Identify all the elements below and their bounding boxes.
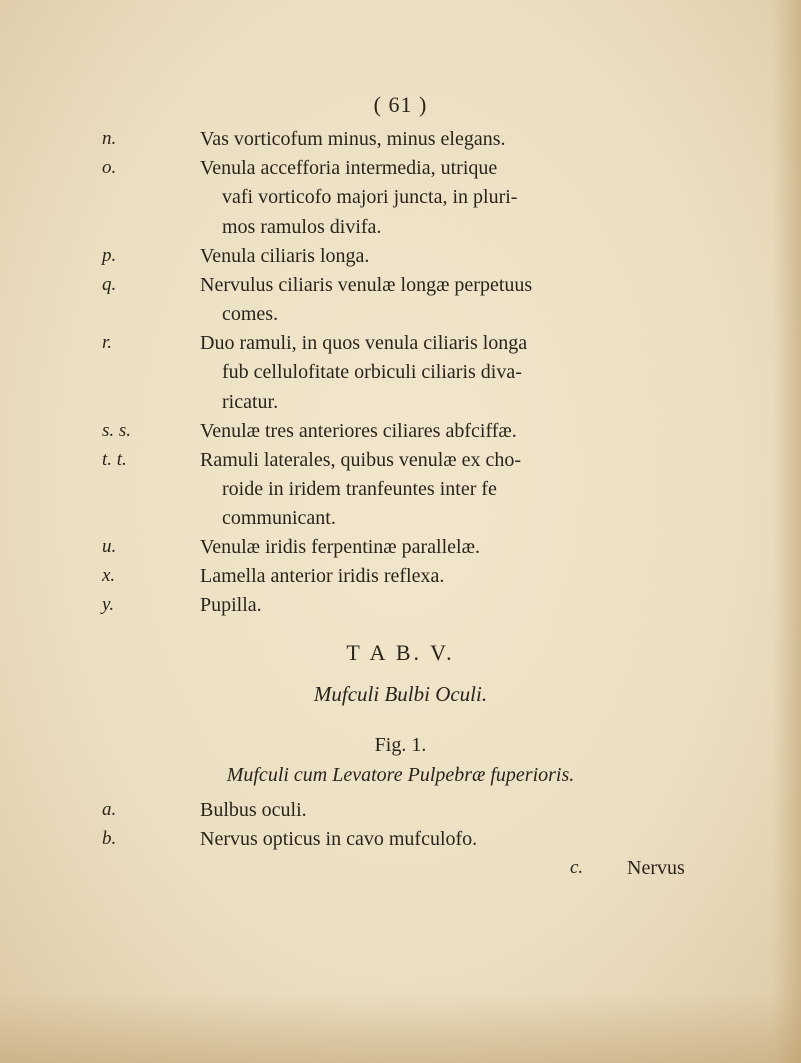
- catchword-label: c.: [570, 857, 584, 878]
- entry-text: Venula ciliaris longa.: [200, 245, 370, 267]
- entry-text: comes.: [222, 303, 279, 325]
- entry-text: Vas vorticofum minus, minus elegans.: [200, 128, 506, 150]
- entry-label: q.: [102, 274, 117, 295]
- figure-caption: Mufculi cum Levatore Pulpebræ fuperioris.: [226, 764, 575, 786]
- figure-label: Fig. 1.: [374, 734, 427, 756]
- entry-text: vafi vorticofo majori juncta, in pluri-: [222, 186, 518, 208]
- entry-text: Duo ramuli, in quos venula ciliaris longa: [200, 332, 528, 354]
- entry-label: t. t.: [102, 449, 127, 470]
- page-number: ( 61 ): [373, 92, 428, 117]
- entry-text: Venulæ tres anteriores ciliares abfciffæ.: [200, 420, 517, 442]
- figure-entry-text: Bulbus oculi.: [200, 799, 307, 821]
- entry-text: roide in iridem tranfeuntes inter fe: [222, 478, 497, 500]
- entry-text: ricatur.: [222, 391, 279, 413]
- entry-label: r.: [102, 332, 113, 353]
- table-heading: T A B. V.: [346, 640, 455, 665]
- page-bottom-shadow: [0, 993, 801, 1063]
- page-edge-shadow: [773, 0, 801, 1063]
- entry-text: Venulæ iridis ferpentinæ parallelæ.: [200, 536, 480, 558]
- entry-text: Lamella anterior iridis reflexa.: [200, 565, 445, 587]
- entry-label: x.: [102, 565, 116, 586]
- figure-entry-label: a.: [102, 799, 117, 820]
- table-subtitle: Mufculi Bulbi Oculi.: [313, 682, 488, 706]
- entry-text: mos ramulos divifa.: [222, 216, 382, 238]
- entry-text: Nervulus ciliaris venulæ longæ perpetuus: [200, 274, 533, 296]
- entry-label: u.: [102, 536, 117, 557]
- entry-label: n.: [102, 128, 117, 149]
- entry-label: s. s.: [102, 420, 132, 441]
- figure-entry-text: Nervus opticus in cavo mufculofo.: [200, 828, 478, 850]
- entry-label: p.: [102, 245, 117, 266]
- entry-text: Venula accefforia intermedia, utrique: [200, 157, 498, 179]
- entry-text: communicant.: [222, 507, 336, 529]
- entry-label: y.: [102, 594, 115, 615]
- entry-text: fub cellulofitate orbiculi ciliaris diva-: [222, 361, 522, 383]
- figure-entry-label: b.: [102, 828, 117, 849]
- entry-label: o.: [102, 157, 117, 178]
- catchword: Nervus: [627, 857, 685, 879]
- entry-text: Ramuli laterales, quibus venulæ ex cho-: [200, 449, 522, 471]
- entry-text: Pupilla.: [200, 594, 262, 616]
